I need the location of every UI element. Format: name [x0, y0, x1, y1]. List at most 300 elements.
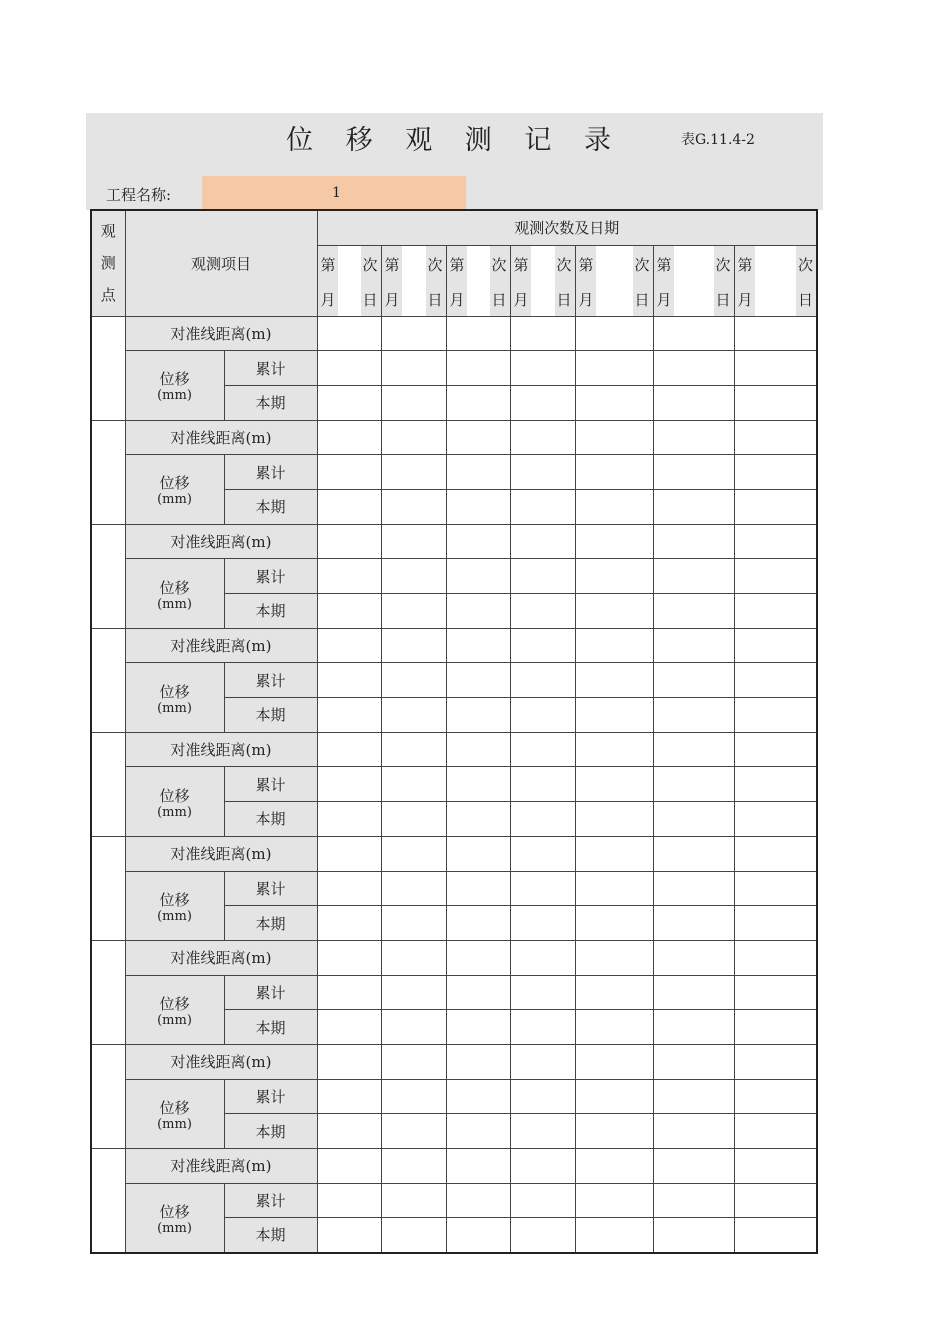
observation-point-cell[interactable] [91, 316, 125, 420]
date-column-header [446, 245, 510, 316]
data-entry-cell[interactable] [317, 385, 381, 420]
cumulative-row [91, 663, 817, 698]
observation-point-cell[interactable] [91, 836, 125, 940]
distance-label: 对准线距离(m) [125, 628, 317, 663]
data-entry-cell[interactable] [575, 836, 653, 871]
data-entry-cell[interactable] [510, 1114, 575, 1149]
data-entry-cell[interactable] [734, 455, 817, 490]
data-entry-cell[interactable] [653, 559, 734, 594]
data-entry-cell[interactable] [510, 316, 575, 351]
current-period-label: 本期 [224, 594, 317, 629]
data-entry-cell[interactable] [734, 1149, 817, 1184]
data-entry-cell[interactable] [317, 594, 381, 629]
point-char: 测 [100, 254, 116, 273]
distance-label: 对准线距离(m) [125, 836, 317, 871]
data-entry-cell[interactable] [446, 594, 510, 629]
data-entry-cell[interactable] [317, 940, 381, 975]
displacement-unit: (mm) [157, 1012, 192, 1028]
data-entry-cell[interactable] [446, 871, 510, 906]
data-entry-cell[interactable] [575, 455, 653, 490]
data-entry-cell[interactable] [317, 732, 381, 767]
data-entry-cell[interactable] [381, 628, 446, 663]
data-entry-cell[interactable] [317, 1114, 381, 1149]
data-entry-cell[interactable] [381, 698, 446, 733]
data-entry-cell[interactable] [734, 524, 817, 559]
data-entry-cell[interactable] [575, 975, 653, 1010]
data-entry-cell[interactable] [381, 871, 446, 906]
data-entry-cell[interactable] [734, 1079, 817, 1114]
day-label: 日 [491, 290, 507, 309]
data-entry-cell[interactable] [317, 420, 381, 455]
cumulative-row [91, 767, 817, 802]
project-name-field[interactable] [202, 176, 466, 210]
data-entry-cell[interactable] [446, 836, 510, 871]
data-entry-cell[interactable] [381, 940, 446, 975]
data-entry-cell[interactable] [734, 732, 817, 767]
times-suffix: 次 [491, 255, 507, 274]
data-entry-cell[interactable] [653, 489, 734, 524]
data-entry-cell[interactable] [653, 802, 734, 837]
displacement-text: 位移 [159, 1098, 190, 1117]
data-entry-cell[interactable] [446, 351, 510, 386]
displacement-unit: (mm) [157, 596, 192, 612]
data-entry-cell[interactable] [653, 871, 734, 906]
data-entry-cell[interactable] [734, 802, 817, 837]
data-entry-cell[interactable] [575, 1149, 653, 1184]
data-entry-cell[interactable] [575, 767, 653, 802]
data-entry-cell[interactable] [381, 594, 446, 629]
data-entry-cell[interactable] [510, 1079, 575, 1114]
data-entry-cell[interactable] [510, 559, 575, 594]
data-entry-cell[interactable] [510, 351, 575, 386]
data-entry-cell[interactable] [317, 975, 381, 1010]
data-entry-cell[interactable] [575, 871, 653, 906]
data-entry-cell[interactable] [510, 871, 575, 906]
data-entry-cell[interactable] [575, 1183, 653, 1218]
data-entry-cell[interactable] [575, 316, 653, 351]
data-entry-cell[interactable] [734, 1183, 817, 1218]
data-entry-cell[interactable] [381, 1044, 446, 1079]
distance-row [91, 732, 817, 767]
data-entry-cell[interactable] [575, 906, 653, 941]
data-entry-cell[interactable] [653, 455, 734, 490]
data-entry-cell[interactable] [446, 420, 510, 455]
data-entry-cell[interactable] [317, 767, 381, 802]
displacement-label [125, 559, 224, 628]
times-prefix: 第 [449, 255, 465, 274]
day-label: 日 [634, 290, 650, 309]
data-entry-cell[interactable] [734, 559, 817, 594]
displacement-label [125, 975, 224, 1044]
data-entry-cell[interactable] [575, 351, 653, 386]
day-label: 日 [797, 290, 813, 309]
times-suffix: 次 [427, 255, 443, 274]
data-entry-cell[interactable] [381, 524, 446, 559]
data-entry-cell[interactable] [381, 420, 446, 455]
current-period-label: 本期 [224, 1010, 317, 1045]
current-period-label: 本期 [224, 1218, 317, 1253]
data-entry-cell[interactable] [317, 316, 381, 351]
data-entry-cell[interactable] [653, 1044, 734, 1079]
observation-point-cell[interactable] [91, 628, 125, 732]
data-entry-cell[interactable] [653, 1114, 734, 1149]
data-entry-cell[interactable] [653, 1149, 734, 1184]
data-entry-cell[interactable] [653, 1079, 734, 1114]
data-entry-cell[interactable] [446, 802, 510, 837]
data-entry-cell[interactable] [381, 1079, 446, 1114]
displacement-text: 位移 [159, 578, 190, 597]
current-period-label: 本期 [224, 906, 317, 941]
observation-point-cell[interactable] [91, 732, 125, 836]
month-label: 月 [384, 290, 400, 309]
data-entry-cell[interactable] [575, 732, 653, 767]
data-entry-cell[interactable] [381, 767, 446, 802]
cumulative-row [91, 455, 817, 490]
data-entry-cell[interactable] [575, 1218, 653, 1253]
cumulative-label: 累计 [224, 351, 317, 386]
observation-point-header [91, 210, 125, 316]
distance-label: 对准线距离(m) [125, 940, 317, 975]
data-entry-cell[interactable] [510, 489, 575, 524]
cumulative-label: 累计 [224, 767, 317, 802]
data-entry-cell[interactable] [381, 836, 446, 871]
data-entry-cell[interactable] [381, 455, 446, 490]
data-entry-cell[interactable] [734, 906, 817, 941]
data-entry-cell[interactable] [381, 1149, 446, 1184]
displacement-label [125, 871, 224, 940]
data-entry-cell[interactable] [510, 732, 575, 767]
data-entry-cell[interactable] [510, 1010, 575, 1045]
data-entry-cell[interactable] [734, 385, 817, 420]
times-suffix: 次 [715, 255, 731, 274]
data-entry-cell[interactable] [575, 1044, 653, 1079]
data-entry-cell[interactable] [381, 906, 446, 941]
data-entry-cell[interactable] [381, 559, 446, 594]
date-column-header [317, 245, 381, 316]
form-code: 表G.11.4-2 [681, 132, 755, 148]
data-entry-cell[interactable] [510, 1149, 575, 1184]
date-column-header [381, 245, 446, 316]
data-entry-cell[interactable] [653, 940, 734, 975]
data-entry-cell[interactable] [734, 698, 817, 733]
data-entry-cell[interactable] [446, 455, 510, 490]
data-entry-cell[interactable] [575, 420, 653, 455]
displacement-unit: (mm) [157, 388, 192, 404]
data-entry-cell[interactable] [510, 455, 575, 490]
data-entry-cell[interactable] [734, 628, 817, 663]
data-entry-cell[interactable] [653, 420, 734, 455]
month-label: 月 [578, 290, 594, 309]
data-entry-cell[interactable] [653, 628, 734, 663]
data-entry-cell[interactable] [653, 594, 734, 629]
data-entry-cell[interactable] [734, 871, 817, 906]
data-entry-cell[interactable] [734, 1114, 817, 1149]
data-entry-cell[interactable] [446, 628, 510, 663]
data-entry-cell[interactable] [317, 1079, 381, 1114]
data-entry-cell[interactable] [734, 1010, 817, 1045]
data-entry-cell[interactable] [317, 1218, 381, 1253]
data-entry-cell[interactable] [734, 836, 817, 871]
observation-point-cell[interactable] [91, 1149, 125, 1253]
data-entry-cell[interactable] [734, 767, 817, 802]
data-entry-cell[interactable] [575, 489, 653, 524]
data-entry-cell[interactable] [653, 663, 734, 698]
distance-label: 对准线距离(m) [125, 420, 317, 455]
date-column-header [734, 245, 817, 316]
data-entry-cell[interactable] [575, 663, 653, 698]
data-entry-cell[interactable] [510, 1218, 575, 1253]
data-entry-cell[interactable] [381, 316, 446, 351]
data-entry-cell[interactable] [653, 732, 734, 767]
data-entry-cell[interactable] [734, 663, 817, 698]
data-entry-cell[interactable] [510, 767, 575, 802]
distance-label: 对准线距离(m) [125, 1149, 317, 1184]
data-entry-cell[interactable] [446, 732, 510, 767]
data-entry-cell[interactable] [381, 351, 446, 386]
cumulative-row [91, 975, 817, 1010]
data-entry-cell[interactable] [653, 836, 734, 871]
date-column-header [653, 245, 734, 316]
data-entry-cell[interactable] [317, 871, 381, 906]
observation-point-cell[interactable] [91, 420, 125, 524]
data-entry-cell[interactable] [510, 940, 575, 975]
data-entry-cell[interactable] [510, 1044, 575, 1079]
data-entry-cell[interactable] [734, 351, 817, 386]
current-period-label: 本期 [224, 802, 317, 837]
times-prefix: 第 [578, 255, 594, 274]
data-entry-cell[interactable] [510, 698, 575, 733]
data-entry-cell[interactable] [446, 1149, 510, 1184]
data-entry-cell[interactable] [653, 767, 734, 802]
data-entry-cell[interactable] [446, 1218, 510, 1253]
cumulative-label: 累计 [224, 455, 317, 490]
data-entry-cell[interactable] [510, 628, 575, 663]
displacement-label [125, 1183, 224, 1252]
data-entry-cell[interactable] [317, 663, 381, 698]
data-entry-cell[interactable] [575, 1079, 653, 1114]
data-entry-cell[interactable] [653, 316, 734, 351]
month-label: 月 [656, 290, 672, 309]
data-entry-cell[interactable] [381, 1114, 446, 1149]
data-entry-cell[interactable] [317, 836, 381, 871]
data-entry-cell[interactable] [317, 559, 381, 594]
data-entry-cell[interactable] [446, 1079, 510, 1114]
data-entry-cell[interactable] [575, 940, 653, 975]
displacement-text: 位移 [159, 370, 190, 389]
data-entry-cell[interactable] [510, 594, 575, 629]
data-entry-cell[interactable] [575, 1010, 653, 1045]
data-entry-cell[interactable] [381, 1218, 446, 1253]
displacement-text: 位移 [159, 1202, 190, 1221]
times-suffix: 次 [362, 255, 378, 274]
data-entry-cell[interactable] [446, 663, 510, 698]
distance-row [91, 628, 817, 663]
data-entry-cell[interactable] [317, 351, 381, 386]
month-label: 月 [320, 290, 336, 309]
displacement-text: 位移 [159, 682, 190, 701]
cumulative-row [91, 1079, 817, 1114]
distance-row [91, 524, 817, 559]
data-entry-cell[interactable] [446, 385, 510, 420]
data-entry-cell[interactable] [734, 489, 817, 524]
observation-point-cell[interactable] [91, 940, 125, 1044]
data-entry-cell[interactable] [734, 316, 817, 351]
data-entry-cell[interactable] [446, 767, 510, 802]
data-entry-cell[interactable] [381, 663, 446, 698]
data-entry-cell[interactable] [510, 663, 575, 698]
data-entry-cell[interactable] [510, 836, 575, 871]
data-entry-cell[interactable] [510, 385, 575, 420]
times-suffix: 次 [797, 255, 813, 274]
data-entry-cell[interactable] [446, 489, 510, 524]
data-entry-cell[interactable] [510, 420, 575, 455]
data-entry-cell[interactable] [446, 1010, 510, 1045]
data-entry-cell[interactable] [317, 1149, 381, 1184]
data-entry-cell[interactable] [317, 489, 381, 524]
cumulative-row [91, 559, 817, 594]
data-entry-cell[interactable] [510, 975, 575, 1010]
data-entry-cell[interactable] [734, 594, 817, 629]
observation-point-cell[interactable] [91, 1044, 125, 1148]
data-entry-cell[interactable] [653, 351, 734, 386]
data-entry-cell[interactable] [575, 524, 653, 559]
observation-point-cell[interactable] [91, 524, 125, 628]
data-entry-cell[interactable] [734, 1218, 817, 1253]
data-entry-cell[interactable] [381, 732, 446, 767]
distance-label: 对准线距离(m) [125, 316, 317, 351]
data-entry-cell[interactable] [381, 385, 446, 420]
day-label: 日 [556, 290, 572, 309]
displacement-text: 位移 [159, 890, 190, 909]
displacement-text: 位移 [159, 994, 190, 1013]
distance-label: 对准线距离(m) [125, 1044, 317, 1079]
data-entry-cell[interactable] [317, 1010, 381, 1045]
times-and-date-header: 观测次数及日期 [317, 210, 817, 245]
data-entry-cell[interactable] [381, 489, 446, 524]
month-label: 月 [449, 290, 465, 309]
data-entry-cell[interactable] [510, 906, 575, 941]
distance-row [91, 1044, 817, 1079]
data-entry-cell[interactable] [510, 1183, 575, 1218]
data-entry-cell[interactable] [734, 975, 817, 1010]
record-sheet [86, 113, 823, 1245]
cumulative-label: 累计 [224, 1183, 317, 1218]
data-entry-cell[interactable] [734, 420, 817, 455]
displacement-unit: (mm) [157, 492, 192, 508]
data-entry-cell[interactable] [653, 1010, 734, 1045]
point-char: 点 [100, 286, 116, 305]
data-entry-cell[interactable] [317, 1044, 381, 1079]
data-entry-cell[interactable] [446, 975, 510, 1010]
project-name-value: 1 [332, 185, 341, 201]
data-entry-cell[interactable] [653, 906, 734, 941]
date-column-header [510, 245, 575, 316]
observation-item-header: 观测项目 [125, 210, 317, 316]
data-entry-cell[interactable] [317, 906, 381, 941]
data-entry-cell[interactable] [510, 524, 575, 559]
distance-label: 对准线距离(m) [125, 524, 317, 559]
data-entry-cell[interactable] [575, 698, 653, 733]
displacement-unit: (mm) [157, 1116, 192, 1132]
day-label: 日 [427, 290, 443, 309]
data-entry-cell[interactable] [446, 1044, 510, 1079]
data-entry-cell[interactable] [317, 628, 381, 663]
data-entry-cell[interactable] [575, 628, 653, 663]
data-entry-cell[interactable] [653, 385, 734, 420]
distance-label: 对准线距离(m) [125, 732, 317, 767]
data-entry-cell[interactable] [734, 1044, 817, 1079]
displacement-label [125, 455, 224, 524]
data-entry-cell[interactable] [575, 559, 653, 594]
project-name-label: 工程名称: [106, 186, 172, 204]
times-prefix: 第 [513, 255, 529, 274]
month-label: 月 [737, 290, 753, 309]
data-entry-cell[interactable] [575, 802, 653, 837]
data-entry-cell[interactable] [317, 455, 381, 490]
times-prefix: 第 [656, 255, 672, 274]
data-entry-cell[interactable] [510, 802, 575, 837]
data-entry-cell[interactable] [575, 1114, 653, 1149]
cumulative-row [91, 871, 817, 906]
point-char: 观 [100, 222, 116, 241]
current-period-label: 本期 [224, 698, 317, 733]
times-suffix: 次 [634, 255, 650, 274]
data-entry-cell[interactable] [575, 385, 653, 420]
displacement-label [125, 1079, 224, 1148]
data-entry-cell[interactable] [446, 698, 510, 733]
cumulative-row [91, 351, 817, 386]
displacement-label [125, 663, 224, 732]
data-entry-cell[interactable] [653, 975, 734, 1010]
data-entry-cell[interactable] [446, 906, 510, 941]
cumulative-label: 累计 [224, 559, 317, 594]
displacement-label [125, 351, 224, 420]
cumulative-label: 累计 [224, 975, 317, 1010]
data-entry-cell[interactable] [381, 975, 446, 1010]
data-entry-cell[interactable] [317, 698, 381, 733]
data-entry-cell[interactable] [446, 940, 510, 975]
month-label: 月 [513, 290, 529, 309]
distance-row [91, 316, 817, 351]
data-entry-cell[interactable] [653, 1218, 734, 1253]
data-entry-cell[interactable] [317, 524, 381, 559]
data-entry-cell[interactable] [317, 802, 381, 837]
displacement-label [125, 767, 224, 836]
data-entry-cell[interactable] [446, 1114, 510, 1149]
cumulative-label: 累计 [224, 663, 317, 698]
data-entry-cell[interactable] [317, 1183, 381, 1218]
data-entry-cell[interactable] [575, 594, 653, 629]
distance-row [91, 420, 817, 455]
data-entry-cell[interactable] [446, 1183, 510, 1218]
cumulative-label: 累计 [224, 871, 317, 906]
data-entry-cell[interactable] [653, 698, 734, 733]
data-entry-cell[interactable] [653, 1183, 734, 1218]
data-entry-cell[interactable] [381, 1010, 446, 1045]
data-entry-cell[interactable] [446, 316, 510, 351]
data-entry-cell[interactable] [734, 940, 817, 975]
current-period-label: 本期 [224, 489, 317, 524]
data-entry-cell[interactable] [381, 802, 446, 837]
data-entry-cell[interactable] [446, 559, 510, 594]
current-period-label: 本期 [224, 1114, 317, 1149]
data-entry-cell[interactable] [381, 1183, 446, 1218]
times-suffix: 次 [556, 255, 572, 274]
distance-row [91, 836, 817, 871]
data-entry-cell[interactable] [653, 524, 734, 559]
data-entry-cell[interactable] [446, 524, 510, 559]
times-prefix: 第 [737, 255, 753, 274]
